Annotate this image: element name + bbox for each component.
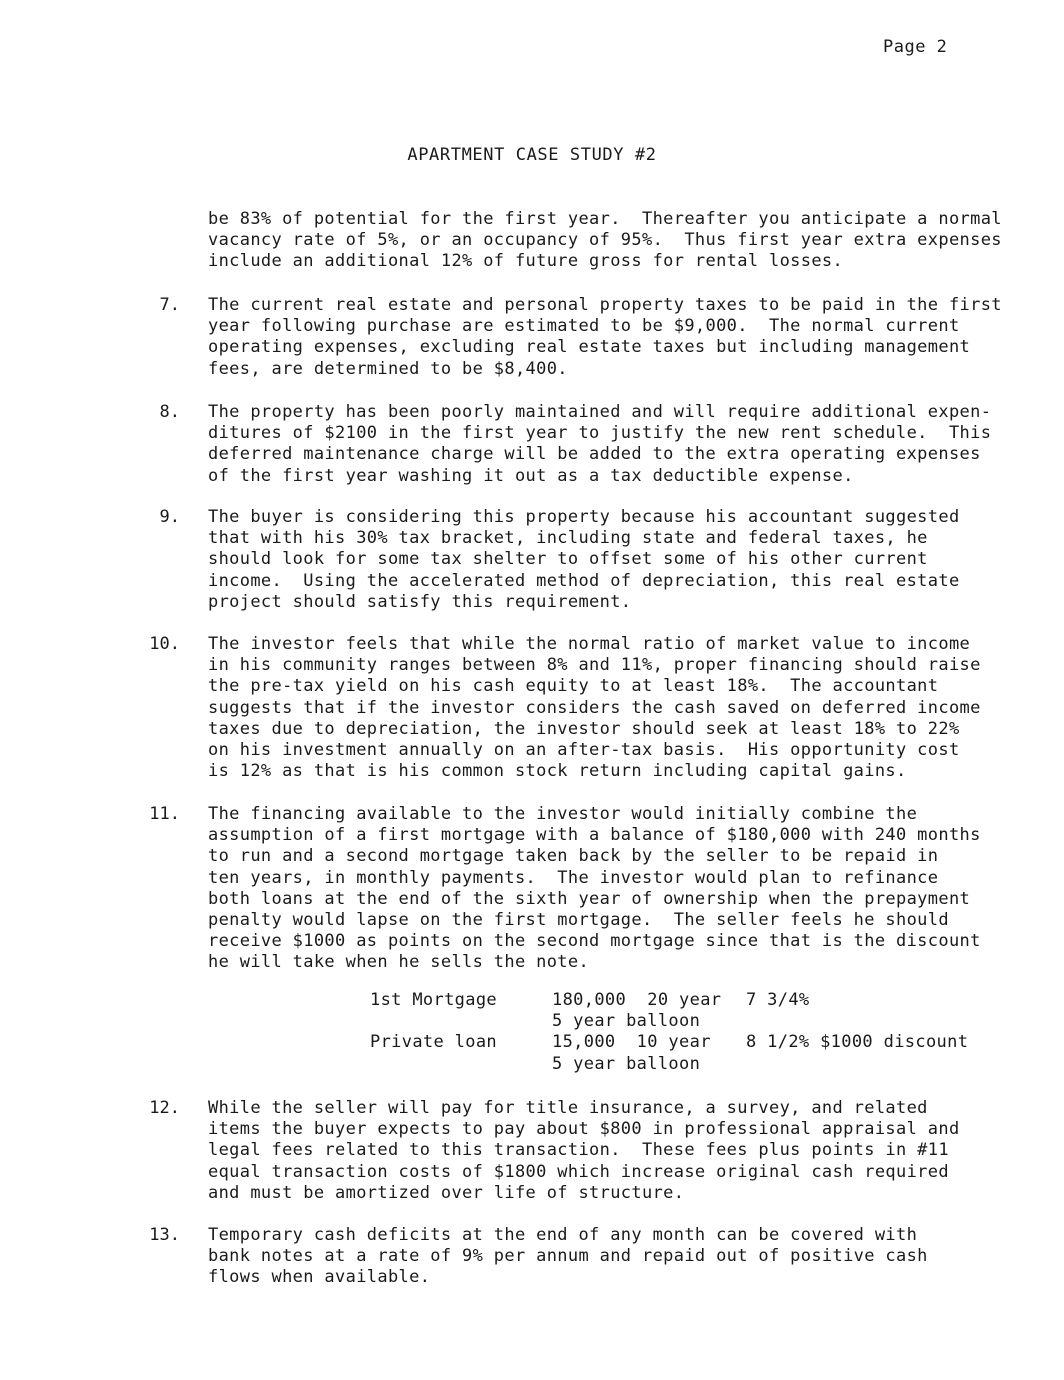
- item-number: 12.: [149, 1098, 180, 1118]
- item-text: Temporary cash deficits at the end of any month can be covered with bank notes at a rate of 9% per annum and repaid out of positive cash flows when available.: [208, 1225, 928, 1288]
- item-text: be 83% of potential for the first year. Thereafter you anticipate a normal vacancy rate of 5%, or an occupancy of 95%. Thus first year extra expenses include an additional 12% of future gross for rental losses.: [208, 209, 1002, 272]
- loan-rate: 7 3/4%: [746, 990, 810, 1010]
- item-number: 13.: [149, 1225, 180, 1245]
- loan-name: Private loan: [370, 1032, 498, 1053]
- item-text: The current real estate and personal property taxes to be paid in the first year following purchase are estimated to be $9,000. The normal current operating expenses, excluding real estate taxes but including management fees, are determined to be $8,400.: [208, 295, 1002, 379]
- loan-terms: 15,000 10 year 5 year balloon: [552, 1032, 711, 1074]
- item-number: 9.: [159, 507, 180, 527]
- item-text: While the seller will pay for title insurance, a survey, and related items the buyer expects to pay about $800 in professional appraisal and legal fees related to this transaction. These fees plus points in #11 equal transaction costs of $1800 which increase original cash required and must be amortized over life of structure.: [208, 1098, 960, 1203]
- item-number: 8.: [159, 402, 180, 422]
- item-text: The property has been poorly maintained and will require additional expen- ditures of $2100 in the first year to justify the new rent schedule. This deferred maintenance charge will be added to the extra operating expenses of the first year washing it out as a tax deductible expense.: [208, 402, 992, 486]
- loan-name: 1st Mortgage: [370, 990, 498, 1010]
- item-number: 10.: [149, 634, 180, 654]
- item-number: 7.: [159, 295, 180, 315]
- item-number: 11.: [149, 804, 180, 824]
- page-title: APARTMENT CASE STUDY #2: [407, 145, 657, 165]
- item-text: The buyer is considering this property because his accountant suggested that with his 30% tax bracket, including state and federal taxes, he should look for some tax shelter to offset some of his other current income. Using the accelerated method of depreciation, this real estate project should satisfy this requirement.: [208, 507, 960, 612]
- item-text: The investor feels that while the normal ratio of market value to income in his community ranges between 8% and 11%, proper financing should raise the pre-tax yield on his cash equity to at least 18%. The accountant suggests that if the investor considers the cash saved on deferred income taxes due to depreciation, the investor should seek at least 18% to 22% on his investment annually on an after-tax basis. His opportunity cost is 12% as that is his common stock return including capital gains.: [208, 634, 981, 782]
- item-text: The financing available to the investor would initially combine the assumption of a first mortgage with a balance of $180,000 with 240 months to run and a second mortgage taken back by the seller to be repaid in ten years, in monthly payments. The investor would plan to refinance both loans at the end of the sixth year of ownership when the prepayment penalty would lapse on the first mortgage. The seller feels he should receive $1000 as points on the second mortgage since that is the discount he will take when he sells the note.: [208, 804, 981, 973]
- page-number: Page 2: [883, 37, 948, 57]
- loan-terms: 180,000 20 year 5 year balloon: [552, 990, 722, 1032]
- loan-rate: 8 1/2% $1000 discount: [746, 1032, 969, 1053]
